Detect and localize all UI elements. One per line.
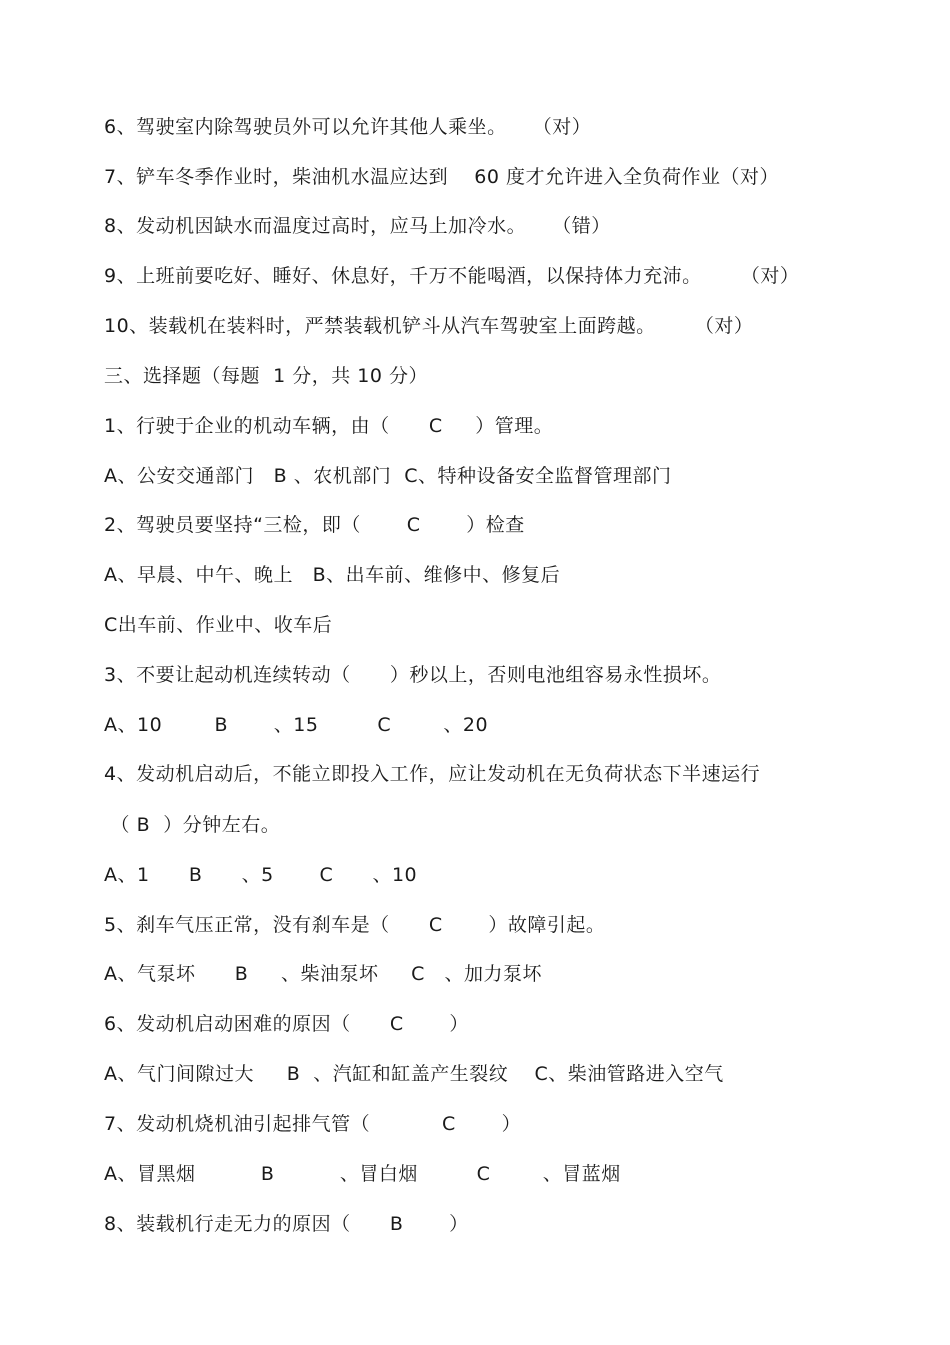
judgement-item-10: 10、装载机在装料时，严禁装载机铲斗从汽车驾驶室上面跨越。 （对）	[104, 315, 754, 337]
choice-question-6: 6、发动机启动困难的原因（ C ）	[104, 1013, 469, 1035]
choice-question-1: 1、行驶于企业的机动车辆，由（ C ）管理。	[104, 415, 554, 437]
judgement-item-9: 9、上班前要吃好、睡好、休息好，千万不能喝酒，以保持体力充沛。 （对）	[104, 265, 800, 287]
choice-options-2b: C出车前、作业中、收车后	[104, 614, 333, 636]
judgement-item-6: 6、驾驶室内除驾驶员外可以允许其他人乘坐。 （对）	[104, 116, 592, 138]
judgement-item-8: 8、发动机因缺水而温度过高时，应马上加冷水。 （错）	[104, 215, 611, 237]
choice-options-4: A、1 B 、5 C 、10	[104, 864, 418, 886]
choice-options-7: A、冒黑烟 B 、冒白烟 C 、冒蓝烟	[104, 1163, 621, 1185]
choice-question-4: 4、发动机启动后，不能立即投入工作，应让发动机在无负荷状态下半速运行	[104, 763, 761, 785]
choice-question-4-cont: （ B ）分钟左右。	[104, 814, 281, 836]
choice-options-5: A、气泵坏 B 、柴油泵坏 C 、加力泵坏	[104, 963, 543, 985]
choice-options-2a: A、早晨、中午、晚上 B、出车前、维修中、修复后	[104, 564, 561, 586]
choice-options-1: A、公安交通部门 B 、农机部门 C、特种设备安全监督管理部门	[104, 465, 672, 487]
choice-question-5: 5、刹车气压正常，没有刹车是（ C ）故障引起。	[104, 914, 606, 936]
choice-options-6: A、气门间隙过大 B 、汽缸和缸盖产生裂纹 C、柴油管路进入空气	[104, 1063, 724, 1085]
choice-options-3: A、10 B 、15 C 、20	[104, 714, 489, 736]
section-heading-choice: 三、选择题（每题 1 分，共 10 分）	[104, 365, 428, 387]
judgement-item-7: 7、铲车冬季作业时，柴油机水温应达到 60 度才允许进入全负荷作业（对）	[104, 166, 779, 188]
choice-question-3: 3、不要让起动机连续转动（ ）秒以上，否则电池组容易永性损坏。	[104, 664, 722, 686]
choice-question-7: 7、发动机烧机油引起排气管（ C ）	[104, 1113, 522, 1135]
choice-question-8: 8、装载机行走无力的原因（ B ）	[104, 1213, 469, 1235]
choice-question-2: 2、驾驶员要坚持“三检，即（ C ）检查	[104, 514, 525, 536]
